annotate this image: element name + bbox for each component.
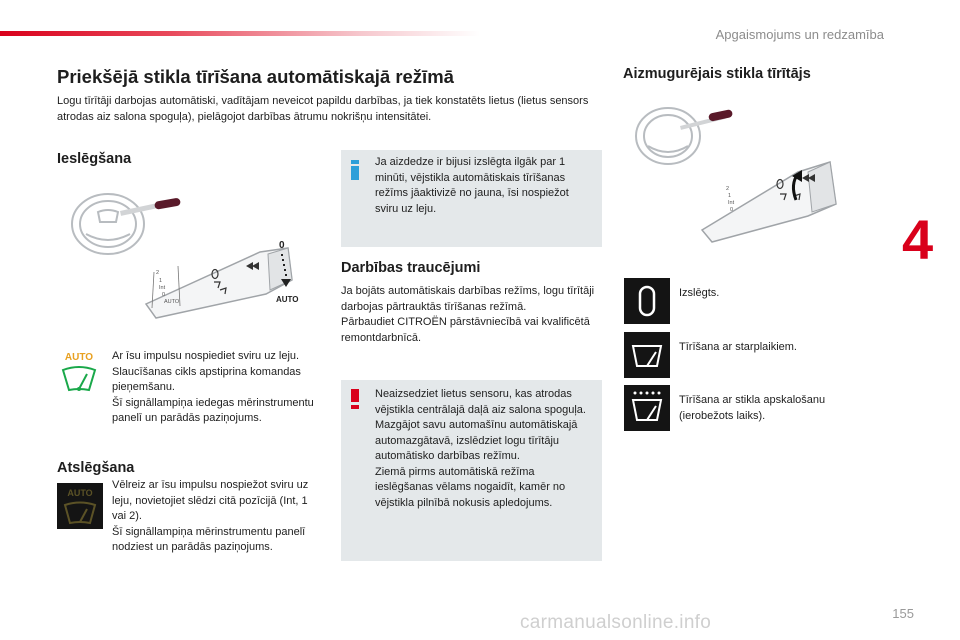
auto-wiper-lamp-off — [57, 483, 103, 529]
rear-wiper-intermittent-icon — [624, 332, 670, 378]
svg-text:1: 1 — [728, 193, 732, 199]
rear-wiper-off-label: Izslēgts. — [679, 287, 720, 299]
deactivation-text: Vēlreiz ar īsu impulsu nospiežot sviru uz leju, novietojiet slēdzi citā pozīcijā (Int, 1 vai 2). Šī signāllampiņa mērinstrumentu panelī nodziest un parādās paziņojums. — [112, 479, 309, 553]
page-title: Priekšējā stikla tīrīšana automātiskajā režīmā — [57, 66, 454, 87]
warning-icon — [351, 389, 359, 409]
rear-wiper-intermittent-label: Tīrīšana ar starplaikiem. — [679, 341, 797, 353]
rear-wiper-wash-label: Tīrīšana ar stikla apskalošanu (ierobežots laiks). — [679, 394, 826, 422]
stalk-label-0: 0 — [279, 240, 285, 251]
auto-off-lamp-label: AUTO — [67, 488, 93, 498]
chapter-number: 4 — [902, 208, 934, 271]
header-accent-bar — [0, 31, 480, 36]
svg-text:1: 1 — [159, 278, 163, 284]
svg-text:AUTO: AUTO — [164, 299, 180, 305]
svg-text:Int: Int — [728, 200, 735, 206]
stalk-label-auto: AUTO — [276, 295, 299, 304]
rear-wiper-heading: Aizmugurējais stikla tīrītājs — [623, 66, 811, 82]
malfunction-text: Ja bojāts automātiskais darbības režīms, logu tīrītāji darbojas pārtrauktās tīrīšanas režīmā. Pārbaudiet CITROËN pārstāvniecībā vai kvalificētā remontdarbnīcā. — [341, 285, 595, 344]
rear-wiper-wash-icon — [624, 385, 670, 431]
svg-text:0: 0 — [162, 292, 166, 298]
stalk-activation-illustration — [56, 182, 318, 328]
info-icon — [351, 160, 359, 180]
auto-lamp-label: AUTO — [64, 352, 94, 363]
watermark: carmanualsonline.info — [520, 612, 712, 633]
page-number: 155 — [892, 606, 914, 621]
activation-text: Ar īsu impulsu nospiediet sviru uz leju. Slaucīšanas cikls apstiprina komandas pieņemšanu. Šī signāllampiņa iedegas mērinstrumentu panelī un parādās paziņojums. — [112, 350, 314, 424]
section-title: Apgaismojums un redzamība — [715, 27, 884, 42]
info-note-text: Ja aizdedze ir bijusi izslēgta ilgāk par 1 minūti, vējstikla automātiskais tīrīšanas režīms jāaktivizē no jauna, īsi nospiežot sviru uz leju. — [375, 156, 569, 215]
rear-wiper-off-icon — [624, 278, 670, 324]
intro-paragraph: Logu tīrītāji darbojas automātiski, vadītājam neveicot papildu darbības, ja tiek konstatēts lietus (lietus sensors atrodas aiz salona spoguļa), pielāgojot darbības ātrumu nokrišņu intensitātei. — [57, 95, 589, 123]
malfunction-heading: Darbības traucējumi — [341, 260, 481, 276]
auto-wiper-lamp-on — [59, 350, 99, 396]
deactivation-heading: Atslēgšana — [57, 460, 135, 476]
activation-heading: Ieslēgšana — [57, 151, 132, 167]
svg-text:Int: Int — [159, 285, 166, 291]
warning-note-text: Neaizsedziet lietus sensoru, kas atrodas vējstikla centrālajā daļā aiz salona spoguļa. Mazgājot savu automašīnu automātiskajā automazgātavā, izslēdziet logu tīrītāju automātisko darbības režīmu. Ziemā pirms automātiskā režīma ieslēgšanas vēlams nogaidīt, kamēr no vējstikla pilnībā nokusis apledojums. — [375, 388, 586, 509]
svg-text:2: 2 — [156, 270, 160, 276]
rear-wiper-stalk-illustration — [622, 100, 846, 250]
svg-text:2: 2 — [726, 186, 730, 192]
svg-text:0: 0 — [730, 207, 734, 213]
